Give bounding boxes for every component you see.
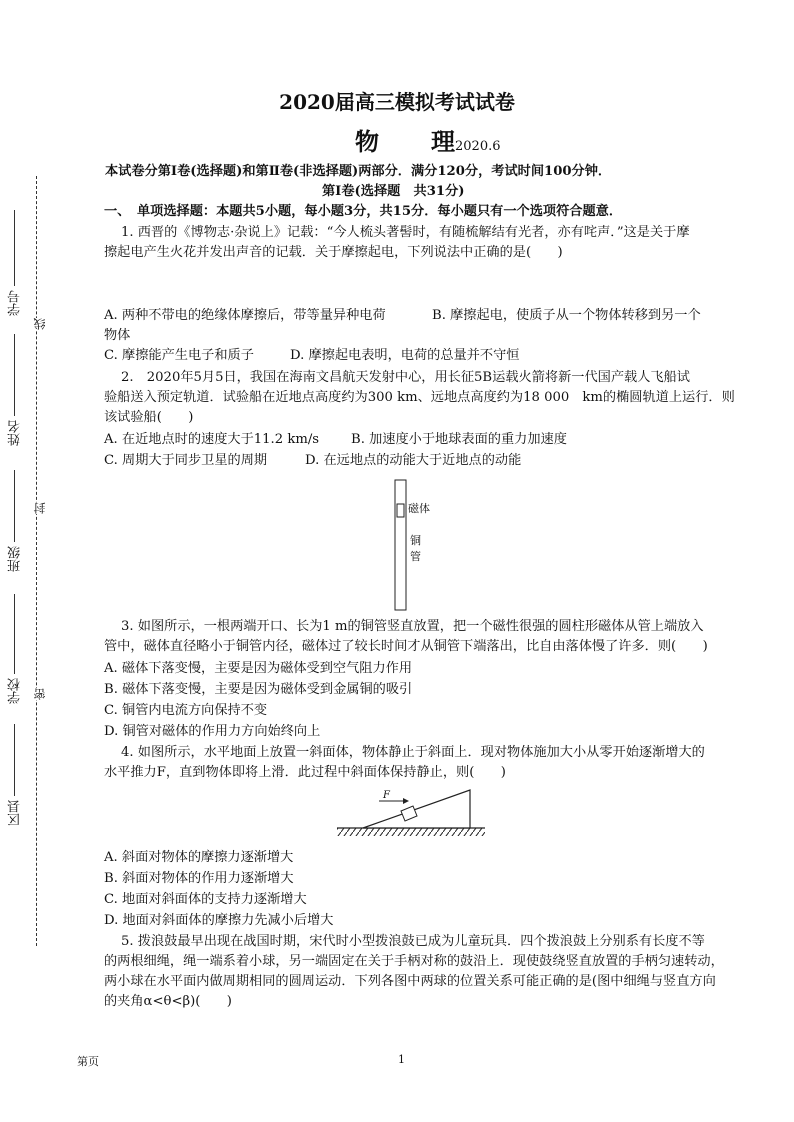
sidebar-fill-line: [14, 594, 15, 674]
sidebar-label-school: 学校: [8, 678, 23, 704]
incline-figure: [335, 784, 490, 842]
copper-pipe: [395, 480, 406, 610]
q2-stem-line-2: 验船送入预定轨道．试验船在近地点高度约为300 km、远地点高度约为18 000 km的椭圆轨道上运行．则: [104, 390, 735, 405]
sidebar-fill-line: [14, 470, 15, 542]
q1-option-b: B. 摩擦起电，使质子从一个物体转移到另一个: [432, 308, 701, 323]
subject-heading: [355, 122, 501, 157]
q3-option-c: C. 铜管内电流方向保持不变: [104, 703, 268, 718]
figure-label-pipe-1: 铜: [410, 534, 421, 547]
q4-option-c: C. 地面对斜面体的支持力逐渐增大: [104, 892, 307, 907]
q4-option-d: D. 地面对斜面体的摩擦力先减小后增大: [104, 913, 334, 928]
q4-option-b: B. 斜面对物体的作用力逐渐增大: [104, 871, 294, 886]
q3-option-a: A. 磁体下落变慢，主要是因为磁体受到空气阻力作用: [104, 661, 413, 676]
q2-option-c: C. 周期大于同步卫星的周期: [104, 453, 268, 468]
section-heading: 第Ⅰ卷(选择题 共31分): [322, 184, 465, 199]
q4-stem-line-1: 4. 如图所示，水平地面上放置一斜面体，物体静止于斜面上．现对物体施加大小从零开始逐渐增大的: [121, 745, 705, 760]
q2-stem-line-3: 该试验船( ): [104, 410, 194, 425]
q2-stem-line-1: 2. 2020年5月5日，我国在海南文昌航天发射中心，用长征5B运载火箭将新一代国产载人飞船试: [121, 370, 690, 385]
part-heading: 一、 单项选择题：本题共5小题，每小题3分，共15分．每小题只有一个选项符合题意．: [104, 204, 623, 219]
q1-stem-line-2: 擦起电产生火花并发出声音的记载．关于摩擦起电，下列说法中正确的是( ): [104, 245, 563, 260]
q5-stem-line-3: 两小球在水平面内做周期相同的圆周运动．下列各图中两球的位置关系可能正确的是(图中细绳与竖直方向: [104, 974, 716, 989]
ground-hatching: [337, 828, 485, 836]
binding-mark-secret: 密: [33, 688, 47, 700]
q3-stem-line-2: 管中，磁体直径略小于铜管内径，磁体过了较长时间才从铜管下端落出，比自由落体慢了许多．则( ): [104, 639, 708, 654]
binding-mark-line: 线: [33, 318, 47, 330]
incline-body: [363, 790, 470, 828]
binding-mark-seal: 封: [33, 502, 47, 514]
q2-option-b: B. 加速度小于地球表面的重力加速度: [351, 432, 567, 447]
footer-page-label: 第页: [77, 1055, 99, 1068]
exam-intro: 本试卷分第Ⅰ卷(选择题)和第Ⅱ卷(非选择题)两部分．满分120分，考试时间100分钟．: [105, 164, 612, 179]
q1-stem-line-1: 1. 西晋的《博物志·杂说上》记载：“今人梳头著髻时，有随梳解结有光者，亦有咤声．”这是关于摩: [121, 225, 690, 240]
exam-title: 2020届高三模拟考试试卷: [279, 90, 515, 114]
sidebar-label-district: 区县: [8, 800, 23, 826]
binding-dashed-line: [36, 176, 37, 946]
q1-option-c: C. 摩擦能产生电子和质子: [104, 348, 254, 363]
force-arrowhead: [403, 798, 409, 804]
force-label: F: [383, 790, 390, 801]
sidebar-label-class: 班级: [8, 546, 23, 572]
q2-option-d: D. 在远地点的动能大于近地点的动能: [305, 453, 522, 468]
q5-stem-line-1: 5. 拨浪鼓最早出现在战国时期，宋代时小型拨浪鼓已成为儿童玩具．四个拨浪鼓上分别系有长度不等: [121, 934, 705, 949]
sidebar-label-student-id: 学号: [8, 290, 23, 316]
sidebar-fill-line: [14, 210, 15, 286]
q4-stem-line-2: 水平推力F，直到物体即将上滑．此过程中斜面体保持静止，则( ): [104, 765, 506, 780]
q3-option-d: D. 铜管对磁体的作用力方向始终向上: [104, 724, 321, 739]
subject-char-2: 理: [431, 127, 455, 156]
q5-stem-line-2: 的两根细绳，绳一端系着小球，另一端固定在关于手柄对称的鼓沿上．现使鼓绕竖直放置的手柄匀速转动，: [104, 954, 724, 969]
magnet-block: [397, 504, 404, 517]
q3-option-b: B. 磁体下落变慢，主要是因为磁体受到金属铜的吸引: [104, 682, 413, 697]
q1-option-d: D. 摩擦起电表明，电荷的总量并不守恒: [290, 348, 520, 363]
q4-option-a: A. 斜面对物体的摩擦力逐渐增大: [104, 850, 294, 865]
q3-stem-line-1: 3. 如图所示，一根两端开口、长为1 m的铜管竖直放置，把一个磁性很强的圆柱形磁体从管上端放入: [121, 619, 704, 634]
sidebar-label-name: 姓名: [8, 420, 23, 446]
q5-stem-line-4: 的夹角α<θ<β)( ): [104, 994, 232, 1009]
q1-option-a: A. 两种不带电的绝缘体摩擦后，带等量异种电荷: [104, 308, 386, 323]
q1-option-b-continued: 物体: [104, 328, 131, 343]
footer-page-number: 1: [398, 1053, 405, 1066]
subject-char-1: 物: [355, 127, 379, 156]
sidebar-fill-line: [14, 724, 15, 796]
figure-label-magnet: 磁体: [408, 502, 430, 515]
q2-option-a: A. 在近地点时的速度大于11.2 km/s: [104, 432, 320, 447]
sidebar-fill-line: [14, 334, 15, 416]
exam-date: 2020.6: [455, 139, 501, 154]
figure-label-pipe-2: 管: [410, 550, 421, 563]
